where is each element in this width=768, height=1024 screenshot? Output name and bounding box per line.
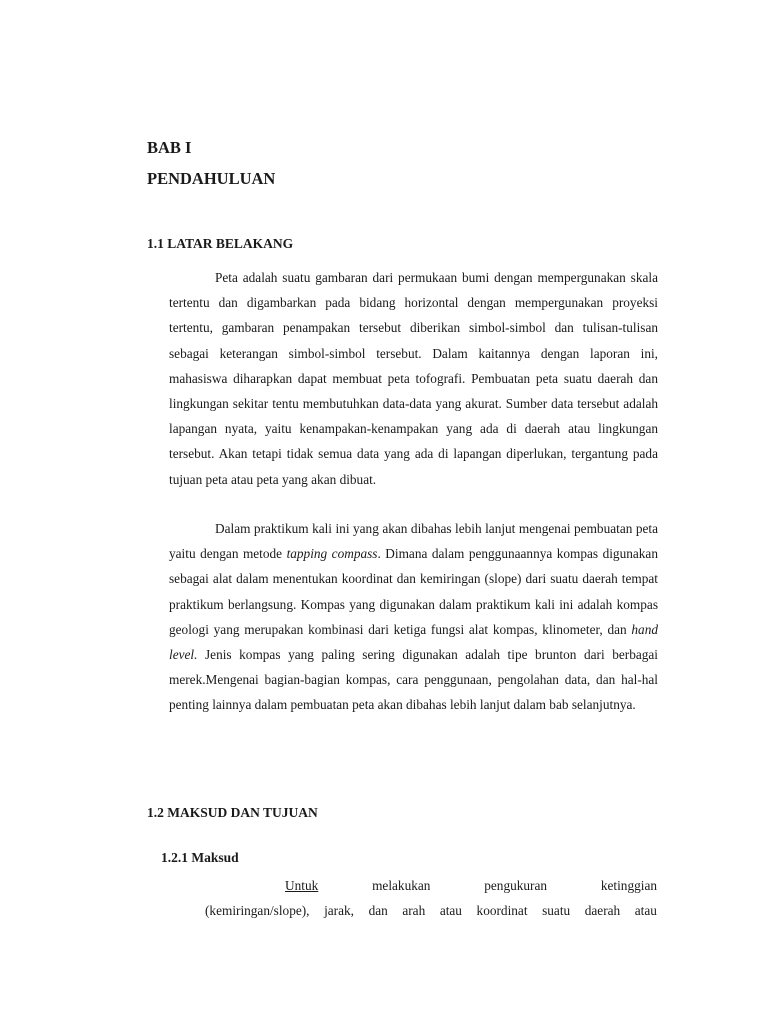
- paragraph-text: Dalam praktikum kali ini yang akan dibahas lebih lanjut mengenai pembuatan peta yaitu dengan metode: [169, 521, 658, 562]
- subsection-heading-maksud: 1.2.1 Maksud: [161, 850, 239, 865]
- word: pengukuran: [484, 878, 548, 893]
- paragraph-latar-belakang-2: [169, 516, 658, 718]
- italic-term-hand-level: hand level.: [169, 621, 658, 663]
- word: jarak,: [324, 903, 354, 919]
- paragraph-text: . Dimana dalam penggunaannya kompas digunakan sebagai alat dalam menentukan koordinat dan kemiringan (slope) dari suatu daerah tempat praktikum berlangsung. Kompas yang digunakan dalam praktikum kali ini adalah kompas geologi yang merupakan kombinasi dari ketiga fungsi alat kompas, klinometer, dan: [169, 546, 658, 637]
- word: daerah: [584, 903, 621, 919]
- word: (kemiringan/slope),: [205, 903, 310, 919]
- word: melakukan: [372, 878, 431, 893]
- paragraph-text: Jenis kompas yang paling sering digunakan adalah tipe brunton dari berbagai merek.Mengenai bagian-bagian kompas, cara penggunaan, pengolahan data, dan hal-hal penting lainnya dalam pembuatan peta akan dibahas lebih lanjut dalam bab selanjutnya.: [169, 647, 658, 713]
- section-heading-latar-belakang: 1.1 LATAR BELAKANG: [147, 236, 294, 251]
- text-line: [205, 898, 657, 923]
- word: koordinat: [476, 903, 528, 919]
- word: suatu: [542, 903, 571, 919]
- word: Untuk: [285, 878, 319, 893]
- chapter-number: BAB I: [147, 138, 192, 157]
- paragraph-maksud: [205, 873, 657, 923]
- italic-term-tapping-compass: tapping compass: [286, 546, 378, 562]
- text-line: [205, 873, 657, 898]
- paragraph-latar-belakang-1: Peta adalah suatu gambaran dari permukaan bumi dengan mempergunakan skala tertentu dan digambarkan pada bidang horizontal dengan mempergunakan proyeksi tertentu, gambaran penampakan tersebut diberikan simbol-simbol dan tulisan-tulisan sebagai keterangan simbol-simbol tersebut. Dalam kaitannya dengan laporan ini, mahasiswa diharapkan dapat membuat peta tofografi. Pembuatan peta suatu daerah dan lingkungan sekitar tentu membutuhkan data-data yang akurat. Sumber data tersebut adalah lapangan nyata, yaitu kenampakan-kenampakan yang ada di daerah atau lingkungan tersebut. Akan tetapi tidak semua data yang ada di lapangan diperlukan, tergantung pada tujuan peta atau peta yang akan dibuat.: [169, 270, 658, 487]
- chapter-title: PENDAHULUAN: [147, 169, 276, 188]
- section-heading-maksud-dan-tujuan: 1.2 MAKSUD DAN TUJUAN: [147, 805, 318, 820]
- word: ketinggian: [600, 878, 657, 893]
- word: atau: [634, 903, 657, 919]
- word: dan: [368, 903, 388, 919]
- word: arah: [402, 903, 426, 919]
- word: atau: [439, 903, 462, 919]
